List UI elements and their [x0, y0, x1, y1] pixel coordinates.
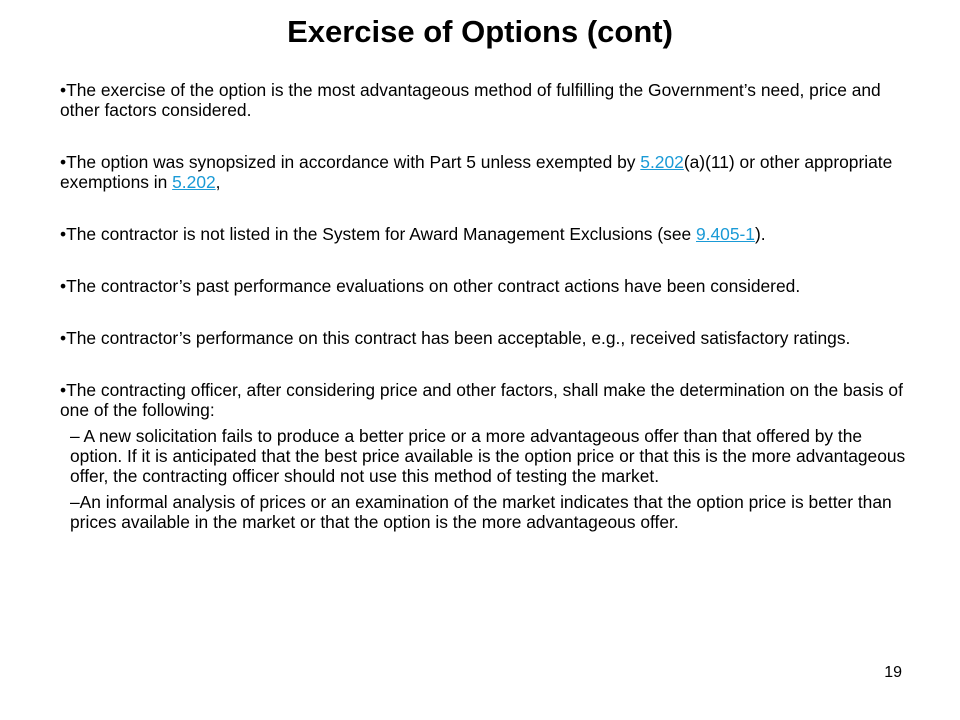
sub-bullet-list [60, 426, 910, 532]
bullet-synopsized [60, 152, 910, 192]
bullet-list [60, 80, 910, 538]
link-5-202-b[interactable]: 5.202 [172, 172, 216, 192]
page-number: 19 [884, 664, 902, 681]
bullet-sam-exclusions [60, 224, 910, 244]
bullet-contract-performance: •The contractor’s performance on this contract has been acceptable, e.g., received satisfactory ratings. [60, 328, 851, 348]
sub-bullet-new-solicitation: – A new solicitation fails to produce a better price or a more advantageous offer than that offered by the option. If it is anticipated that the best price available is the option price or that this is the more advantageous offer, the contracting officer should not use this method of testing the market. [70, 426, 906, 486]
bullet-most-advantageous: •The exercise of the option is the most advantageous method of fulfilling the Government’s need, price and other factors considered. [60, 80, 881, 120]
bullet-sam-text-1: •The contractor is not listed in the System for Award Management Exclusions (see [60, 224, 696, 244]
bullet-sam-text-2: ). [754, 224, 766, 244]
slide-title: Exercise of Options (cont) [287, 14, 673, 49]
bullet-synopsized-text-3: , [215, 172, 221, 192]
bullet-past-performance: •The contractor’s past performance evaluations on other contract actions have been considered. [60, 276, 801, 296]
link-9-405-1[interactable]: 9.405-1 [696, 224, 755, 244]
bullet-determination: •The contracting officer, after considering price and other factors, shall make the determination on the basis of one of the following: [60, 380, 903, 420]
sub-bullet-informal-analysis: –An informal analysis of prices or an examination of the market indicates that the option price is better than prices available in the market or that the option is the more advantageous offer. [70, 492, 892, 532]
bullet-synopsized-text-1: •The option was synopsized in accordance with Part 5 unless exempted by [60, 152, 641, 172]
bullet-synopsized-text-2: (a)(11) or other appropriate exemptions in [60, 152, 893, 192]
link-5-202-a[interactable]: 5.202 [640, 152, 684, 172]
